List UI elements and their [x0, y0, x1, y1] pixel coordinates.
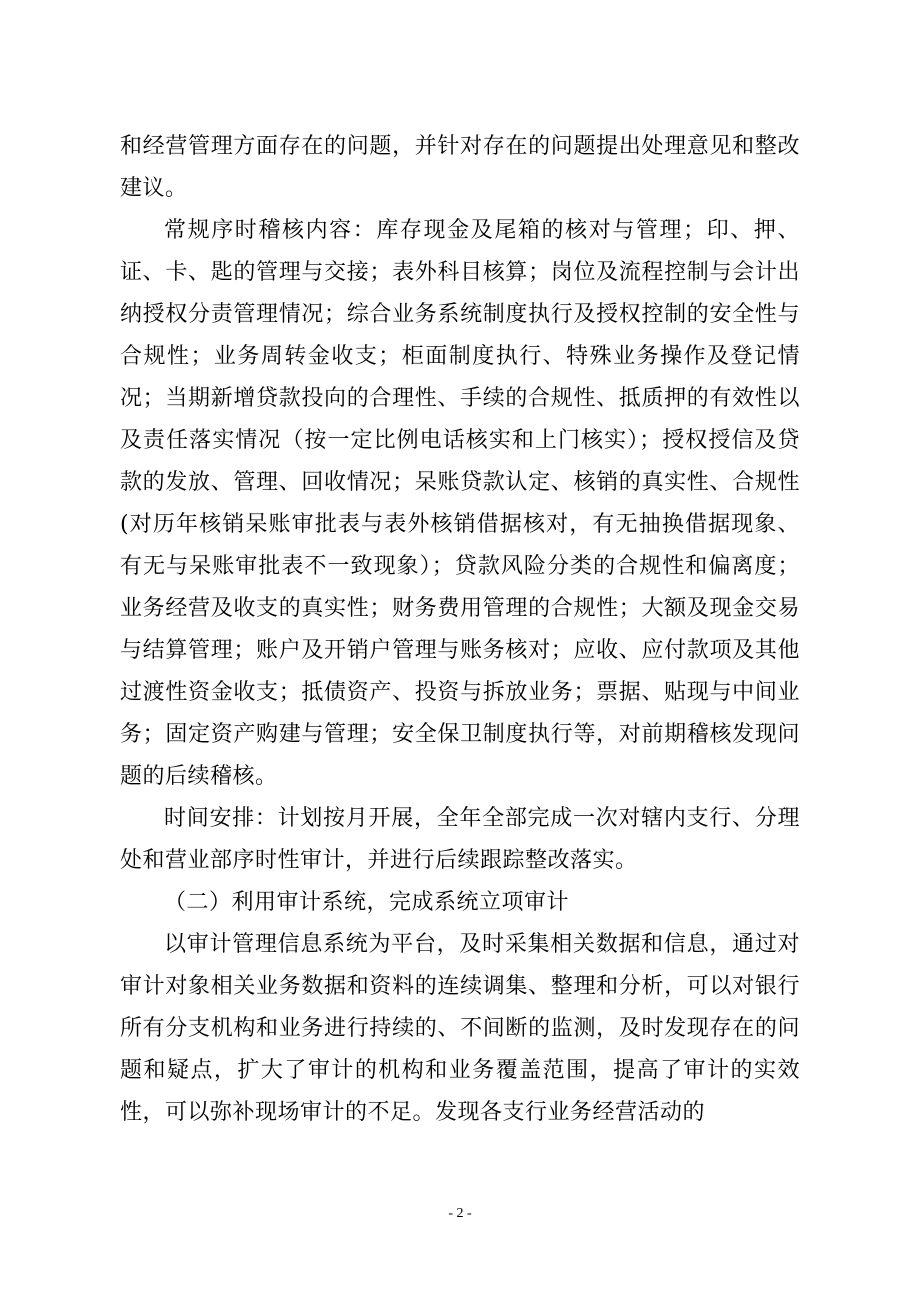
paragraph-schedule: 时间安排：计划按月开展，全年全部完成一次对辖内支行、分理处和营业部序时性审计，并进行后续跟踪整改落实。: [120, 806, 800, 873]
page-number: - 2 -: [448, 1206, 472, 1221]
paragraph-routine-audit-content: 常规序时稽核内容：库存现金及尾箱的核对与管理；印、押、证、卡、匙的管理与交接；表外科目核算；岗位及流程控制与会计出纳授权分责管理情况；综合业务系统制度执行及授权控制的安全性与合规性；业务周转金收支；柜面制度执行、特殊业务操作及登记情况；当期新增贷款投向的合理性、手续的合规性、抵质押的有效性以及责任落实情况（按一定比例电话核实和上门核实）；授权授信及贷款的发放、管理、回收情况；呆账贷款认定、核销的真实性、合规性(对历年核销呆账审批表与表外核销借据核对，有无抽换借据现象、有无与呆账审批表不一致现象）；贷款风险分类的合规性和偏离度；业务经营及收支的真实性；财务费用管理的合规性；大额及现金交易与结算管理；账户及开销户管理与账务核对；应收、应付款项及其他过渡性资金收支；抵债资产、投资与拆放业务；票据、贴现与中间业务；固定资产购建与管理；安全保卫制度执行等，对前期稽核发现问题的后续稽核。: [120, 218, 800, 789]
paragraph-continuation: 和经营管理方面存在的问题，并针对存在的问题提出处理意见和整改建议。: [120, 134, 800, 201]
section-heading-system-audit: （二）利用审计系统，完成系统立项审计: [164, 890, 570, 915]
document-body: [120, 126, 800, 1134]
paragraph-audit-system: 以审计管理信息系统为平台，及时采集相关数据和信息，通过对审计对象相关业务数据和资料的连续调集、整理和分析，可以对银行所有分支机构和业务进行持续的、不间断的监测，及时发现存在的问题和疑点，扩大了审计的机构和业务覆盖范围，提高了审计的实效性，可以弥补现场审计的不足。发现各支行业务经营活动的: [120, 932, 800, 1125]
